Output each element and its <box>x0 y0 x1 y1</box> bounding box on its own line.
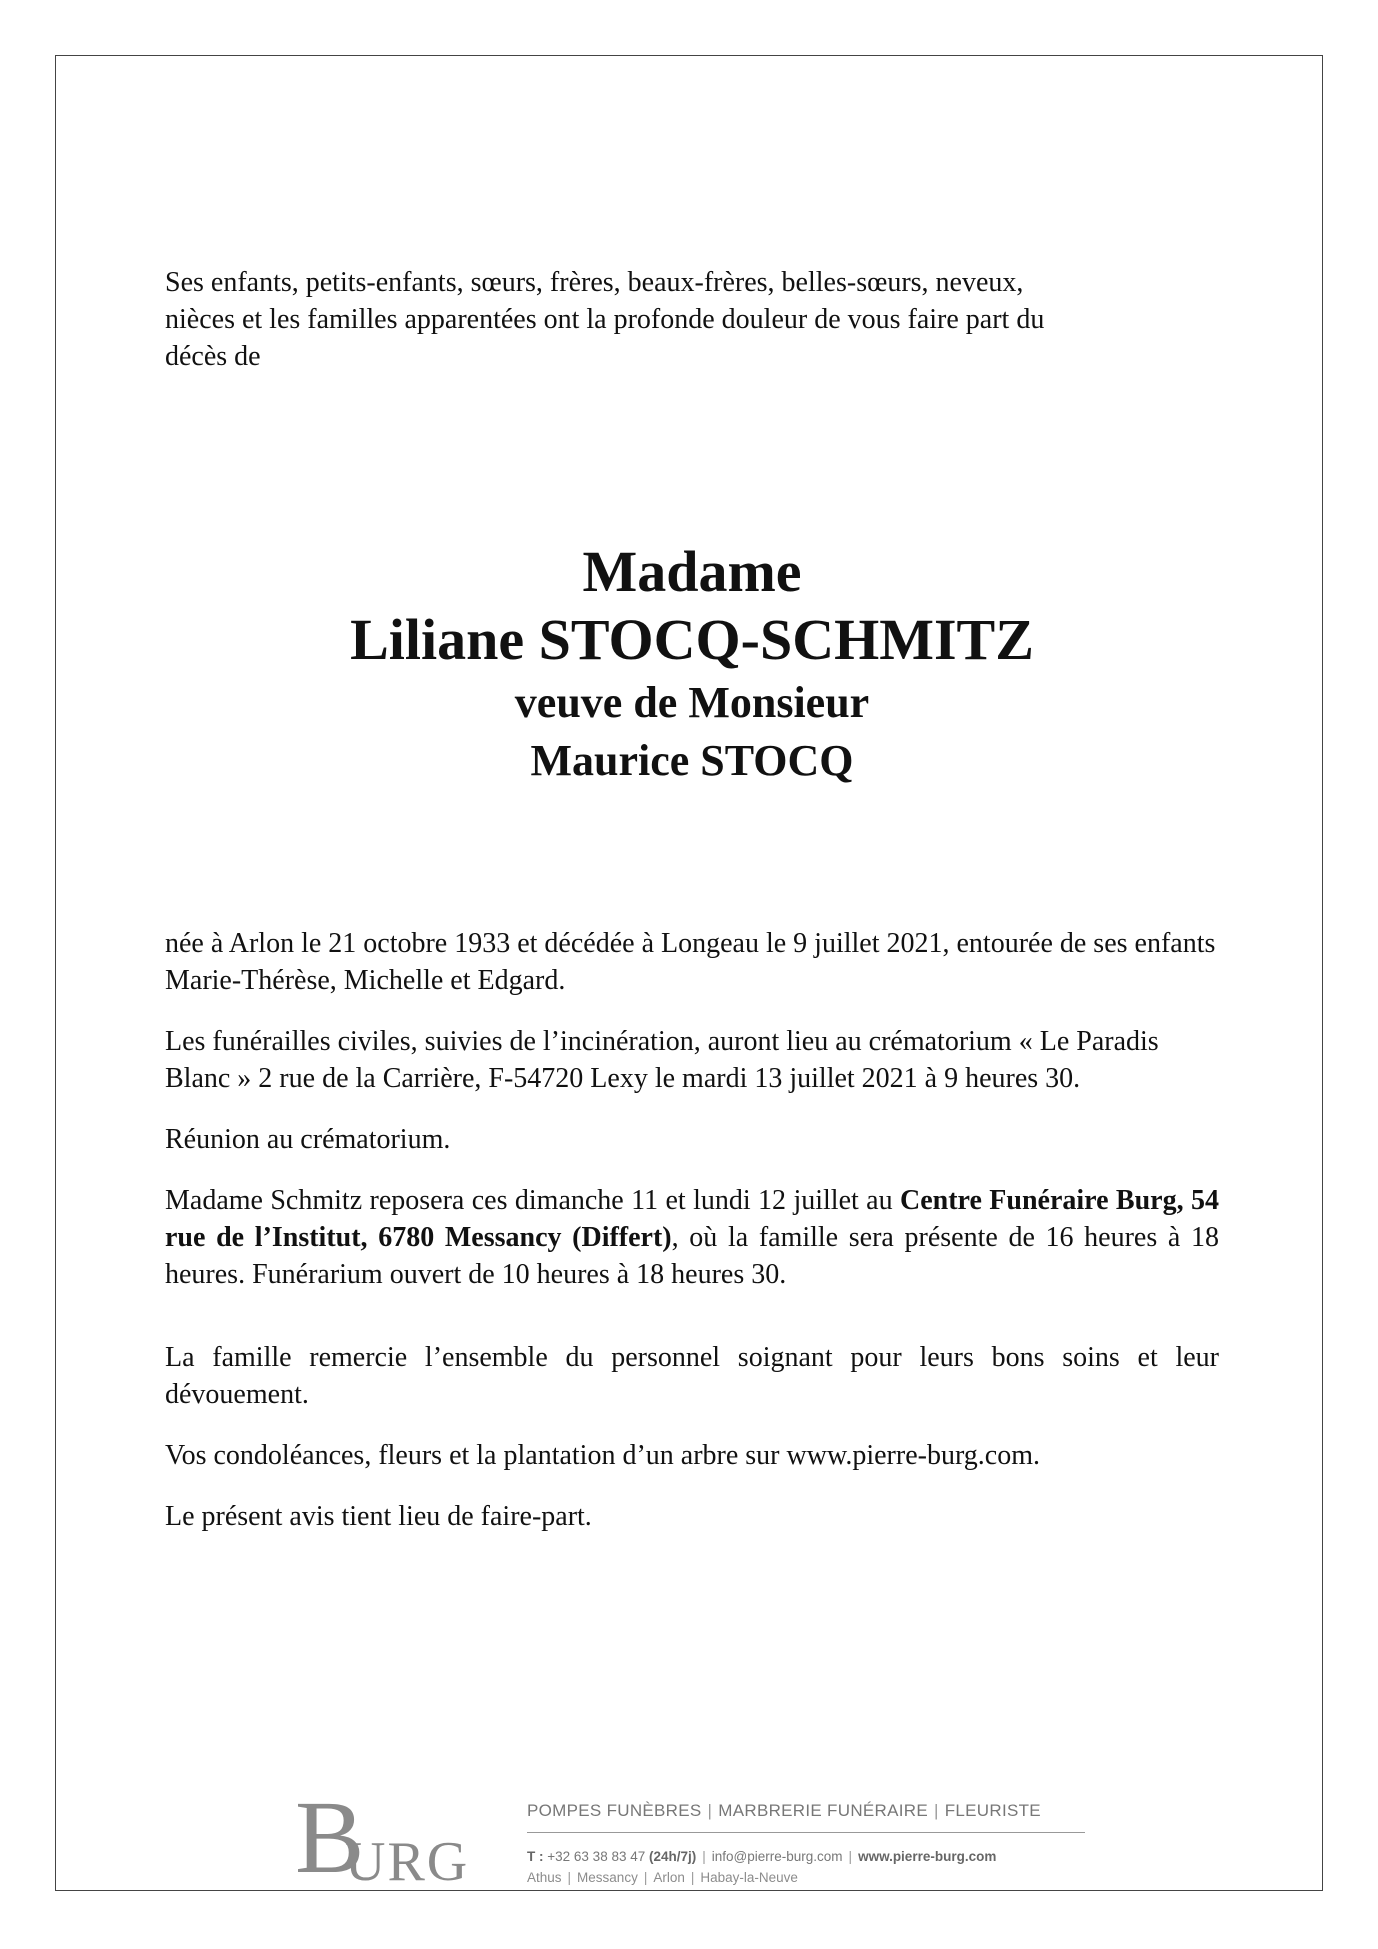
deceased-title: Madame <box>582 539 802 604</box>
spouse-name: Maurice STOCQ <box>530 736 854 785</box>
notice-paragraph: Le présent avis tient lieu de faire-part. <box>165 1501 592 1532</box>
visitation-start: Madame Schmitz reposera ces dimanche 11 et lundi 12 juillet au <box>165 1185 900 1216</box>
location-habay: Habay-la-Neuve <box>700 1870 798 1885</box>
email-link[interactable]: info@pierre-burg.com <box>711 1849 843 1864</box>
footer-services: POMPES FUNÈBRES | MARBRERIE FUNÉRAIRE | FLEURISTE <box>527 1796 1085 1833</box>
thanks-paragraph: La famille remercie l’ensemble du personnel soignant pour leurs bons soins et leur dévouement. <box>165 1342 1219 1410</box>
logo-letters-urg: URG <box>345 1831 470 1893</box>
service-marble: MARBRERIE FUNÉRAIRE <box>718 1801 928 1820</box>
logo-letter-b: B <box>295 1780 365 1895</box>
reunion-paragraph: Réunion au crématorium. <box>165 1124 451 1155</box>
intro-line-3: décès de <box>165 341 261 372</box>
visitation-paragraph <box>165 1182 1219 1293</box>
visitation-place: Centre Funéraire Burg, 54 rue de l’Institut, 6780 Messancy (Differt) <box>165 1185 1219 1253</box>
phone-hours: (24h/7j) <box>649 1849 697 1864</box>
location-athus: Athus <box>527 1870 562 1885</box>
footer-locations: Athus | Messancy | Arlon | Habay-la-Neuve <box>527 1870 798 1885</box>
deceased-relation: veuve de Monsieur <box>514 678 870 727</box>
website-link[interactable]: www.pierre-burg.com <box>858 1849 997 1864</box>
footer <box>295 1780 1085 1896</box>
footer-contact: T : +32 63 38 83 47 (24h/7j) | info@pierre-burg.com | www.pierre-burg.com <box>527 1849 997 1864</box>
location-arlon: Arlon <box>653 1870 685 1885</box>
intro-line-1: Ses enfants, petits-enfants, sœurs, frères, beaux-frères, belles-sœurs, neveux, <box>165 267 1024 298</box>
service-florist: FLEURISTE <box>944 1801 1041 1820</box>
visitation-end: , où la famille sera présente de 16 heures à 18 heures. Funérarium ouvert de 10 heures à 18 heures 30. <box>165 1222 1219 1290</box>
notice-body <box>165 925 1219 1559</box>
service-funeral: POMPES FUNÈBRES <box>527 1801 702 1820</box>
deceased-name: Liliane STOCQ-SCHMITZ <box>350 607 1034 672</box>
funeral-paragraph: Les funérailles civiles, suivies de l’incinération, auront lieu au crématorium « Le Paradis Blanc » 2 rue de la Carrière, F-54720 Lexy le mardi 13 juillet 2021 à 9 heures 30. <box>165 1026 1159 1094</box>
footer-info <box>527 1796 1085 1889</box>
deceased-name-block <box>165 538 1219 790</box>
birth-death-paragraph: née à Arlon le 21 octobre 1933 et décédée à Longeau le 9 juillet 2021, entourée de ses enfants Marie-Thérèse, Michelle et Edgard. <box>165 928 1216 996</box>
phone-label: T : <box>527 1849 544 1864</box>
location-messancy: Messancy <box>577 1870 638 1885</box>
burg-logo <box>295 1780 480 1896</box>
intro-line-2: nièces et les familles apparentées ont la profonde douleur de vous faire part du <box>165 304 1045 335</box>
intro-paragraph <box>165 264 1219 375</box>
condolences-paragraph: Vos condoléances, fleurs et la plantation d’un arbre sur www.pierre-burg.com. <box>165 1440 1040 1471</box>
phone-number[interactable]: +32 63 38 83 47 <box>547 1849 646 1864</box>
